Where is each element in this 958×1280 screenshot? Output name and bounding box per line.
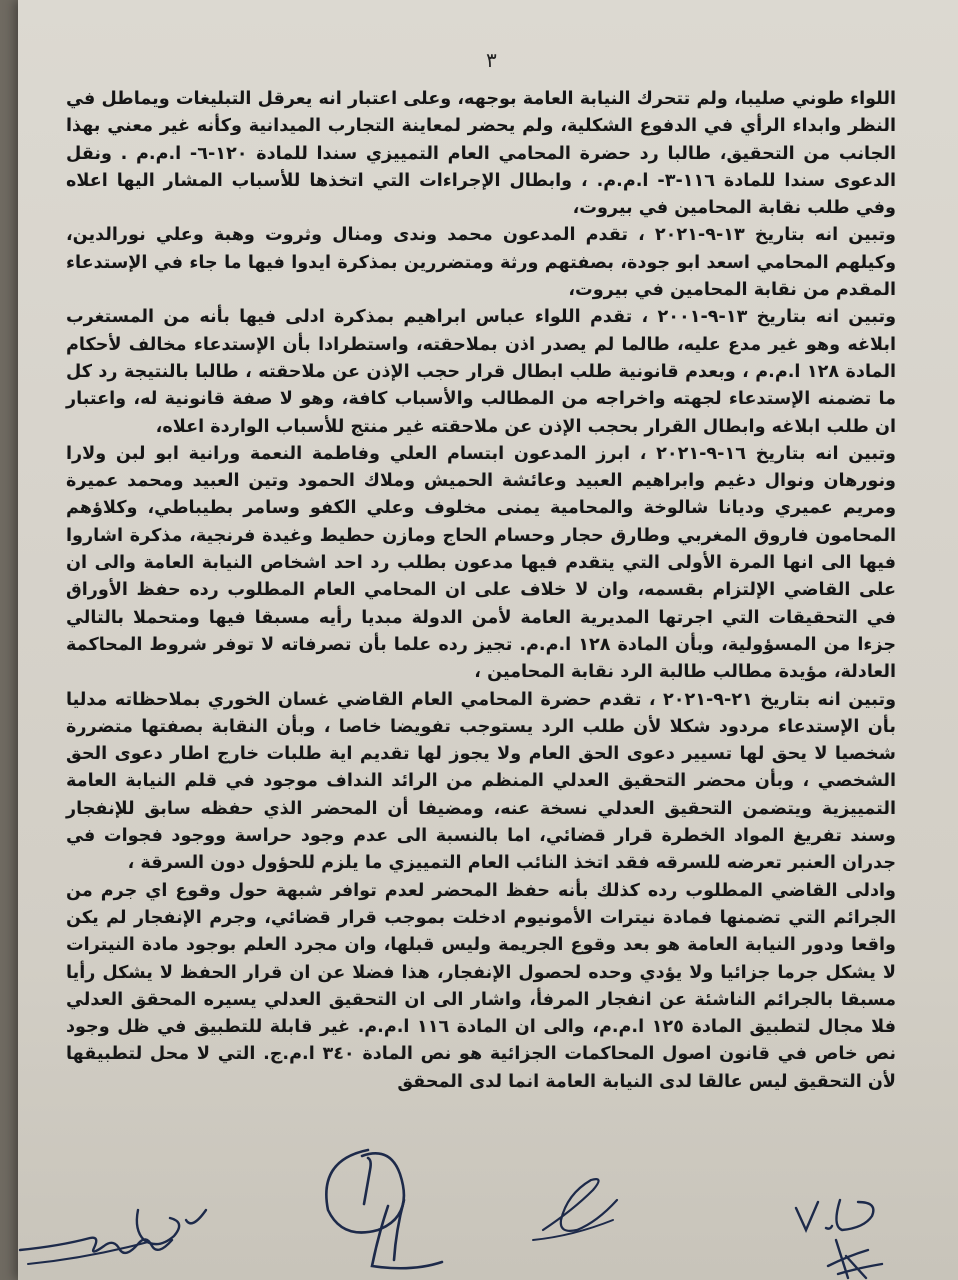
document-body: [66, 86, 896, 1096]
paragraph-3: وتبين انه بتاريخ ١٣-٩-٢٠٠١ ، تقدم اللواء عباس ابراهيم بمذكرة ادلى فيها بأنه من المستغرب ابلاغه وهو غير مدع عليه، طالما لم يصدر اذن بملاحقته، واستطرادا بأن الإستدعاء مخالف لأحكام المادة ١٢٨ ا.م.م ، وبعدم قانونية طلب ابطال قرار حجب الإذن عن ملاحقته ، طالبا بالنتيجة رد كل ما تضمنه الإستدعاء لجهته واخراجه من المطالب والأسباب كافة، وهو لا صفة قانونية له، واعتبار ان طلب ابلاغه وابطال القرار بحجب الإذن عن ملاحقته غير منتج للأسباب الواردة اعلاه،: [66, 307, 897, 437]
signature-mark-center: [523, 1160, 633, 1250]
page-number: ٣: [486, 48, 497, 72]
signature-circle-one: [308, 1140, 458, 1280]
paragraph-5: وتبين انه بتاريخ ٢١-٩-٢٠٢١ ، تقدم حضرة المحامي العام القاضي غسان الخوري بملاحظاته مدليا بأن الإستدعاء مردود شكلا لأن طلب الرد يستوجب تفويضا خاصا ، وبأن النقابة بصفتها متضررة شخصيا لا يحق لها تسيير دعوى الحق العام ولا يجوز لها تقديم اية طلبات خارج اطار دعوى الحق الشخصي ، وبأن محضر التحقيق العدلي المنظم من الرائد النداف موجود في قلم النيابة العامة التمييزية ويتضمن التحقيق العدلي نسخة عنه، ومضيفا أن المحضر الذي حفظه سابق للإنفجار وسند تفريغ المواد الخطرة قرار قضائي، اما بالنسبة الى عدم وجود حراسة ووجود فجوات في جدران العنبر تعرضه للسرقه فقد اتخذ النائب العام التمييزي ما يلزم للحؤول دون السرقة ،: [66, 689, 896, 874]
signatures-row: [18, 1140, 958, 1280]
signature-left: [18, 1190, 218, 1280]
paragraph-4: وتبين انه بتاريخ ١٦-٩-٢٠٢١ ، ابرز المدعون ابتسام العلي وفاطمة النعمة ورانية ابو لبن ولارا ونورهان ونوال دغيم وابراهيم العبيد وعائشة الحميش وملاك الحمود وتين العبيد ومحمد عميرة ومريم عميري وديانا شالوخة والمحامية يمنى مخلوف وعلي الكفو وسامر بطيباطي، وكلاؤهم المحامون فاروق المغربي وطارق حجار وحسام الحاج ومازن حطيط وغيدة فرنجية، مذكرة اشاروا فيها الى انها المرة الأولى التي يتقدم فيها مدعون بطلب رد احد اشخاص النيابة العامة والى ان على القاضي الإلتزام بقسمه، وان لا خلاف على ان المحامي العام المطلوب رده حفظ الأوراق في التحقيقات التي اجرتها المديرية العامة لأمن الدولة مبديا رأيه مسبقا فيها ومتحملا بالتالي جزءا من المسؤولية، وبأن المادة ١٢٨ ا.م.م. تجيز رده علما بأن تصرفاته لا توفر شروط المحاكمة العادلة، مؤيدة مطالب طالبة الرد نقابة المحامين ،: [66, 443, 896, 683]
document-page: [18, 0, 958, 1280]
paragraph-6: وادلى القاضي المطلوب رده كذلك بأنه حفظ المحضر لعدم توافر شبهة حول وقوع اي جرم من الجرائم التي تضمنها فمادة نيترات الأمونيوم ادخلت بموجب قرار قضائي، وجرم الإنفجار لم يكن واقعا ودور النيابة العامة هو بعد وقوع الجريمة وليس قبلها، وان مجرد العلم بوجود مادة النيترات لا يشكل جرما جزائيا ولا يؤدي وحده لحصول الإنفجار، هذا فضلا عن ان قرار الحفظ لا يشكل رأيا مسبقا بالجرائم الناشئة عن انفجار المرفأ، واشار الى ان التحقيق العدلي يسيره المحقق العدلي فلا مجال لتطبيق المادة ١٢٥ ا.م.م، والى ان المادة ١١٦ ا.م.م. غير قابلة للتطبيق في ظل وجود نص خاص في قانون اصول المحاكمات الجزائية هو نص المادة ٣٤٠ ا.م.ج. التي لا محل لتطبيقها لأن التحقيق ليس عالقا لدى النيابة العامة انما لدى المحقق: [66, 880, 897, 1092]
paragraph-2: وتبين انه بتاريخ ١٣-٩-٢٠٢١ ، تقدم المدعون محمد وندى ومنال وثروت وهبة وعلي نورالدين، وكيلهم المحامي اسعد ابو جودة، بصفتهم ورثة ومتضررين بمذكرة ايدوا فيها ما جاء في الإستدعاء المقدم من نقابة المحامين في بيروت،: [66, 225, 896, 301]
signature-initials: [788, 1170, 908, 1280]
paragraph-1: اللواء طوني صليبا، ولم تتحرك النيابة العامة بوجهه، وعلى اعتبار انه يعرقل التبليغات ويماطل في النظر وابداء الرأي في الدفوع الشكلية، ولم يحضر لمعاينة التجارب الميدانية وكأنه غير معني بهذا الجانب من التحقيق، طالبا رد حضرة المحامي العام التمييزي سندا للمادة ١٢٠-٦- ا.م.م . ونقل الدعوى سندا للمادة ١١٦-٣- ا.م.م. ، وابطال الإجراءات التي اتخذها للأسباب المشار اليها اعلاه وفي طلب نقابة المحامين في بيروت،: [66, 89, 896, 219]
